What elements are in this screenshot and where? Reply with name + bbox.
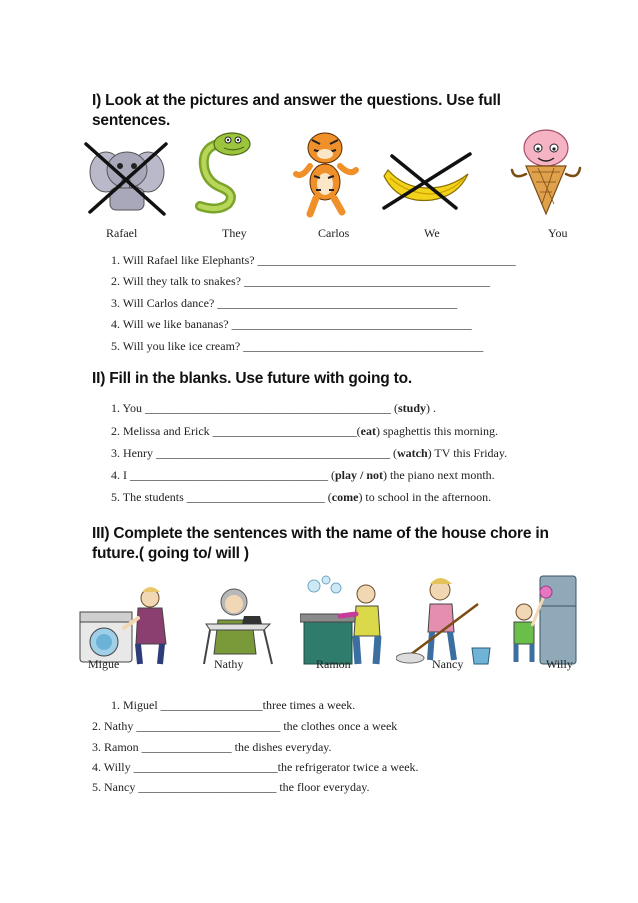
banana-icon [378,150,474,212]
section2-title: II) Fill in the blanks. Use future with going to. [92,370,413,387]
question-3: 3. Will Carlos dance? ________________________________________ [111,296,458,310]
label-carlos: Carlos [318,226,350,240]
label-we: We [424,226,440,240]
fill-item-5: 5. The students _______________________ (come) to school in the afternoon. [111,490,492,504]
question-2: 2. Will they talk to snakes? _________________________________________ [111,274,490,288]
snake-icon [188,130,260,216]
section1-title: I) Look at the pictures and answer the questions. Use full sentences. [92,92,501,129]
label-rafael: Rafael [106,226,138,240]
sentence-3: 3. Ramon _______________ the dishes everyday. [92,740,332,754]
tiger-icon [290,126,360,218]
section3-title: III) Complete the sentences with the name of the house chore in future.( going to/ will ) [92,525,549,562]
label-they: They [222,226,247,240]
fill-item-2: 2. Melissa and Erick ________________________(eat) spaghettis this morning. [111,424,498,438]
washing-machine-icon [78,584,176,666]
fill-item-3: 3. Henry _______________________________________ (watch) TV this Friday. [111,446,508,460]
ironing-icon [200,580,278,666]
elephant-icon [82,140,172,218]
sentence-2: 2. Nathy ________________________ the clothes once a week [92,719,398,733]
label-nancy: Nancy [432,657,464,671]
label-migue: Migue [88,657,120,671]
label-nathy: Nathy [214,657,244,671]
sentence-4: 4. Willy ________________________the refrigerator twice a week. [92,760,419,774]
label-willy: Willy [546,657,573,671]
sentence-5: 5. Nancy _______________________ the floor everyday. [92,780,370,794]
ice-cream-icon [508,124,586,222]
question-1: 1. Will Rafael like Elephants? ___________________________________________ [111,253,516,267]
mopping-icon [396,574,496,666]
sentence-1: 1. Miguel _________________three times a week. [111,698,356,712]
question-4: 4. Will we like bananas? ________________________________________ [111,317,472,331]
question-5: 5. Will you like ice cream? ________________________________________ [111,339,484,353]
fridge-cleaning-icon [504,572,578,666]
label-ramon: Ramon [316,657,351,671]
fill-item-1: 1. You _________________________________________ (study) . [111,401,437,415]
dishwashing-icon [300,574,386,666]
label-you: You [548,226,568,240]
fill-item-4: 4. I _________________________________ (play / not) the piano next month. [111,468,495,482]
